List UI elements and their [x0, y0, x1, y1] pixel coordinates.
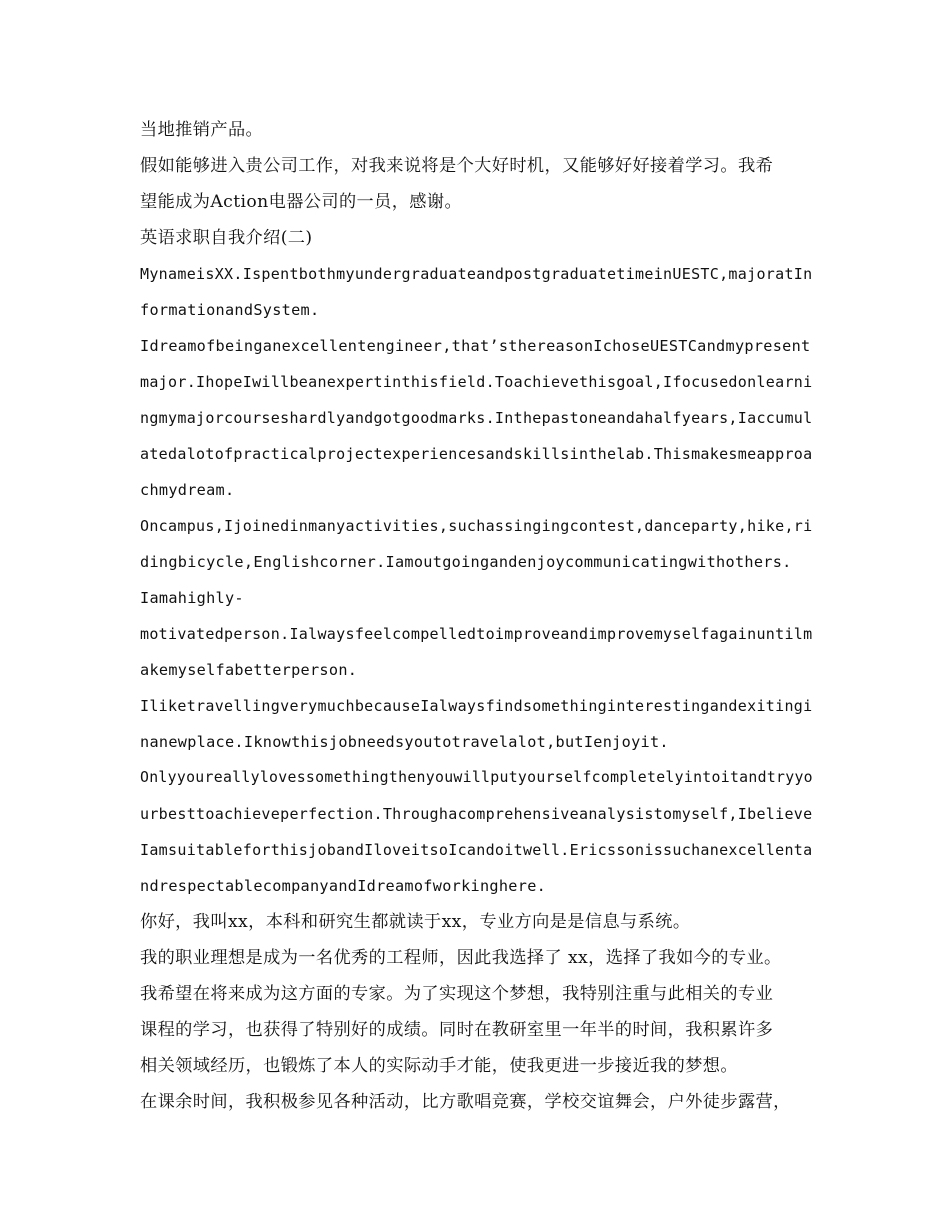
text-line: MynameisXX.IspentbothmyundergraduateandpostgraduatetimeinUESTC,majoratIn [140, 265, 813, 283]
text-line: ngmymajorcourseshardlyandgotgoodmarks.Inthepastoneandahalfyears,Iaccumul [140, 409, 813, 427]
text-line: 在课余时间，我积极参见各种活动，比方歌唱竞赛，学校交谊舞会，户外徒步露营， [140, 1092, 791, 1112]
text-line: major.IhopeIwillbeanexpertinthisfield.Toachievethisgoal,Ifocusedonlearni [140, 373, 813, 391]
text-line: nanewplace.Iknowthisjobneedsyoutotravelalot,butIenjoyit. [140, 733, 669, 751]
text-line: IamsuitableforthisjobandIloveitsoIcandoitwell.Ericssonissuchanexcellenta [140, 841, 813, 859]
text-line: motivatedperson.Ialwaysfeelcompelledtoimproveandimprovemyselfagainuntilm [140, 625, 813, 643]
text-line: IliketravellingverymuchbecauseIalwaysfindsomethinginterestingandexitingi [140, 697, 813, 715]
text-line: akemyselfabetterperson. [140, 661, 358, 679]
text-line: 我的职业理想是成为一名优秀的工程师，因此我选择了 xx，选择了我如今的专业。 [140, 948, 782, 968]
text-line: 望能成为Action电器公司的一员，感谢。 [140, 192, 463, 212]
text-line: formationandSystem. [140, 301, 320, 319]
section-heading: 英语求职自我介绍(二) [140, 228, 313, 248]
text-line: urbesttoachieveperfection.Throughacomprehensiveanalysistomyself,Ibelieve [140, 805, 813, 823]
document-page [140, 112, 812, 1120]
text-line: 相关领域经历，也锻炼了本人的实际动手才能，使我更进一步接近我的梦想。 [140, 1056, 738, 1076]
text-line: 当地推销产品。 [140, 120, 264, 140]
text-line: 你好，我叫xx，本科和研究生都就读于xx，专业方向是是信息与系统。 [140, 912, 691, 932]
text-line: dingbicycle,Englishcorner.Iamoutgoingandenjoycommunicatingwithothers. [140, 553, 792, 571]
text-line: ndrespectablecompanyandIdreamofworkinghere. [140, 877, 547, 895]
text-line: 假如能够进入贵公司工作，对我来说将是个大好时机，又能够好好接着学习。我希 [140, 156, 774, 176]
text-line: Iamahighly- [140, 589, 244, 607]
text-line: atedalotofpracticalprojectexperiencesandskillsinthelab.Thismakesmeapproa [140, 445, 813, 463]
text-line: Idreamofbeinganexcellentengineer,that’sthereasonIchoseUESTCandmypresent [140, 337, 811, 355]
text-line: 我希望在将来成为这方面的专家。为了实现这个梦想，我特别注重与此相关的专业 [140, 984, 774, 1004]
text-line: Onlyyoureallylovessomethingthenyouwillputyourselfcompletelyintoitandtryyo [140, 769, 813, 786]
text-line: 课程的学习，也获得了特别好的成绩。同时在教研室里一年半的时间，我积累许多 [140, 1020, 774, 1040]
text-line: Oncampus,Ijoinedinmanyactivities,suchassingingcontest,danceparty,hike,ri [140, 517, 813, 535]
text-line: chmydream. [140, 481, 235, 499]
